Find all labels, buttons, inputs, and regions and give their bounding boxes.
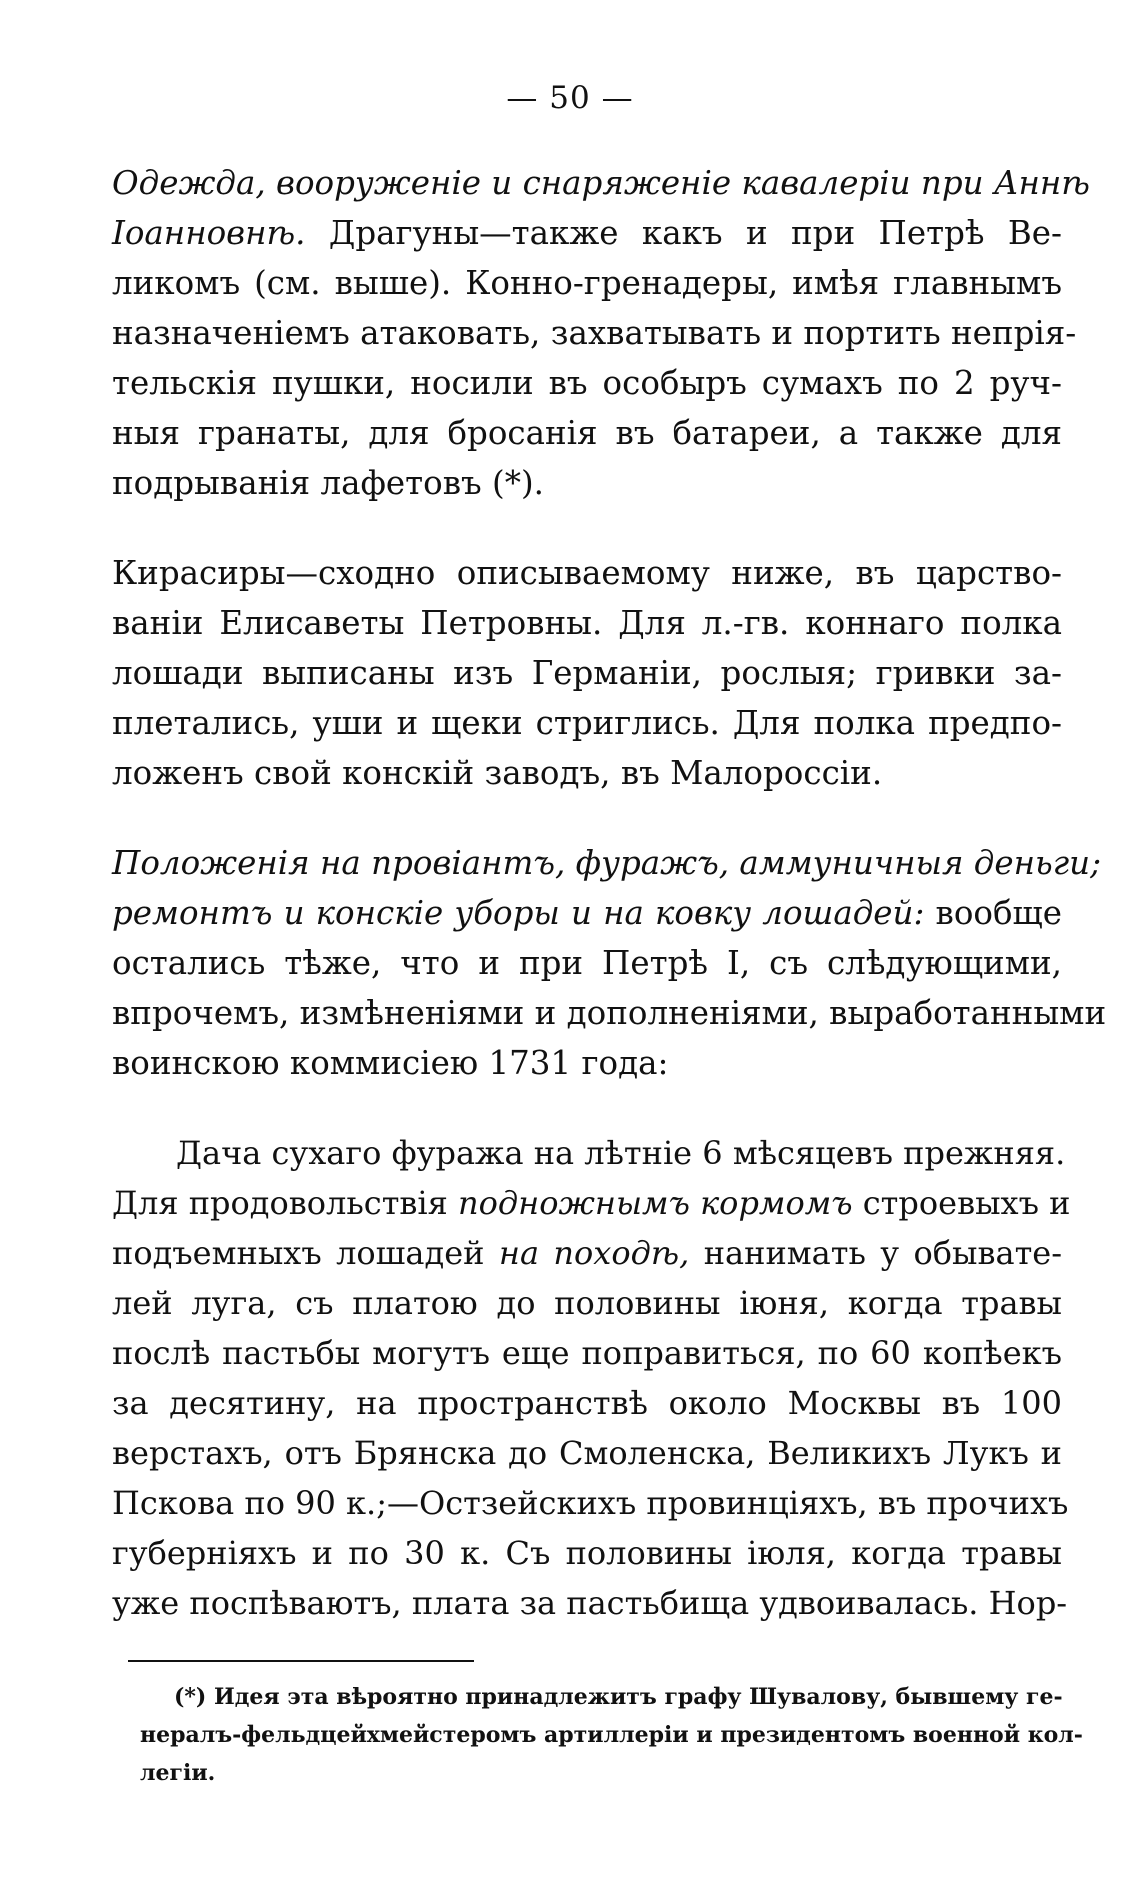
- italic-text: ремонтъ и конскіе уборы и на ковку лошадей:: [112, 894, 925, 932]
- text-run: Для продовольствія: [112, 1184, 459, 1222]
- text-line: [112, 1128, 1066, 1178]
- footnote: [140, 1678, 1083, 1792]
- footnote-line: легіи.: [140, 1760, 216, 1786]
- text-line: [112, 988, 1107, 1038]
- italic-text: Іоанновнѣ.: [112, 214, 306, 252]
- text-run: ныя гранаты, для бросанія въ батареи, а также для: [112, 414, 1062, 452]
- text-run: Пскова по 90 к.;—Остзейскихъ провинціяхъ, въ прочихъ: [112, 1484, 1069, 1522]
- text-run: назначеніемъ атаковать, захватывать и портить непрія-: [112, 314, 1077, 352]
- paragraph-forage: [112, 1128, 1071, 1628]
- italic-text: на походѣ,: [498, 1234, 690, 1272]
- paragraph-provisions: [112, 838, 1107, 1088]
- text-run: подрыванія лафетовъ (*).: [112, 464, 544, 502]
- text-line: [112, 158, 1090, 208]
- text-run: впрочемъ, измѣненіями и дополненіями, выработанными: [112, 994, 1107, 1032]
- text-run: губерніяхъ и по 30 к. Съ половины іюля, когда травы: [112, 1534, 1062, 1572]
- text-line: [112, 698, 1062, 748]
- text-line: [112, 1478, 1069, 1528]
- text-run: вообще: [924, 894, 1062, 932]
- text-run: уже поспѣваютъ, плата за пастьбища удвоивалась. Нор-: [112, 1584, 1068, 1622]
- text-line: [112, 888, 1062, 938]
- text-line: [112, 358, 1062, 408]
- paragraph-cavalry-equipment: [112, 158, 1090, 508]
- text-line: [112, 1378, 1062, 1428]
- text-line: [112, 1528, 1062, 1578]
- text-run: Дача сухаго фуража на лѣтніе 6 мѣсяцевъ прежняя.: [176, 1134, 1066, 1172]
- paragraph-cuirassiers: [112, 548, 1062, 798]
- text-run: послѣ пастьбы могутъ еще поправиться, по 60 копѣекъ: [112, 1334, 1062, 1372]
- text-run: строевыхъ и: [852, 1184, 1071, 1222]
- text-line: [112, 1278, 1062, 1328]
- text-line: [112, 548, 1062, 598]
- text-run: Драгуны—также какъ и при Петрѣ Ве-: [305, 214, 1062, 252]
- text-run: воинскою коммисіею 1731 года:: [112, 1044, 669, 1082]
- page-number: — 50 —: [506, 80, 634, 116]
- text-line: [112, 1428, 1062, 1478]
- footnote-line: (*) Идея эта вѣроятно принадлежитъ графу Шувалову, бывшему ге-: [174, 1684, 1063, 1710]
- text-line: [112, 308, 1077, 358]
- text-line: [112, 938, 1062, 988]
- text-line: [112, 1328, 1062, 1378]
- text-line: [112, 1038, 1062, 1088]
- italic-text: Одежда, вооруженіе и снаряженіе кавалеріи при Аннѣ: [112, 164, 1090, 202]
- text-run: ложенъ свой конскій заводъ, въ Малороссіи.: [112, 754, 883, 792]
- text-run: нанимать у обывате-: [689, 1234, 1063, 1272]
- text-run: ликомъ (см. выше). Конно-гренадеры, имѣя главнымъ: [112, 264, 1062, 302]
- text-line: [112, 1178, 1071, 1228]
- text-line: [112, 458, 1062, 508]
- text-run: остались тѣже, что и при Петрѣ I, съ слѣдующими,: [112, 944, 1062, 982]
- text-run: лей луга, съ платою до половины іюня, когда травы: [112, 1284, 1062, 1322]
- text-line: [112, 748, 1062, 798]
- italic-text: Положенія на провіантъ, фуражъ, аммуничныя деньги;: [112, 844, 1102, 882]
- text-run: подъемныхъ лошадей: [112, 1234, 499, 1272]
- text-run: Кирасиры—сходно описываемому ниже, въ царство-: [112, 554, 1062, 592]
- footnote-line: нералъ-фельдцейхмейстеромъ артиллеріи и президентомъ военной кол-: [140, 1722, 1083, 1748]
- text-line: [112, 838, 1102, 888]
- text-run: ваніи Елисаветы Петровны. Для л.-гв. коннаго полка: [112, 604, 1062, 642]
- text-line: [112, 598, 1062, 648]
- text-line: [112, 648, 1062, 698]
- text-run: верстахъ, отъ Брянска до Смоленска, Великихъ Лукъ и: [112, 1434, 1062, 1472]
- text-run: плетались, уши и щеки стриглись. Для полка предпо-: [112, 704, 1062, 742]
- footnote-divider: [128, 1660, 474, 1662]
- text-run: за десятину, на пространствѣ около Москвы въ 100: [112, 1384, 1062, 1422]
- text-line: [112, 1228, 1062, 1278]
- text-run: тельскія пушки, носили въ особыръ сумахъ по 2 руч-: [112, 364, 1062, 402]
- text-line: [112, 1578, 1068, 1628]
- text-line: [112, 408, 1062, 458]
- text-run: лошади выписаны изъ Германіи, рослыя; гривки за-: [112, 654, 1062, 692]
- italic-text: подножнымъ кормомъ: [458, 1184, 853, 1222]
- text-line: [112, 208, 1062, 258]
- text-line: [112, 258, 1062, 308]
